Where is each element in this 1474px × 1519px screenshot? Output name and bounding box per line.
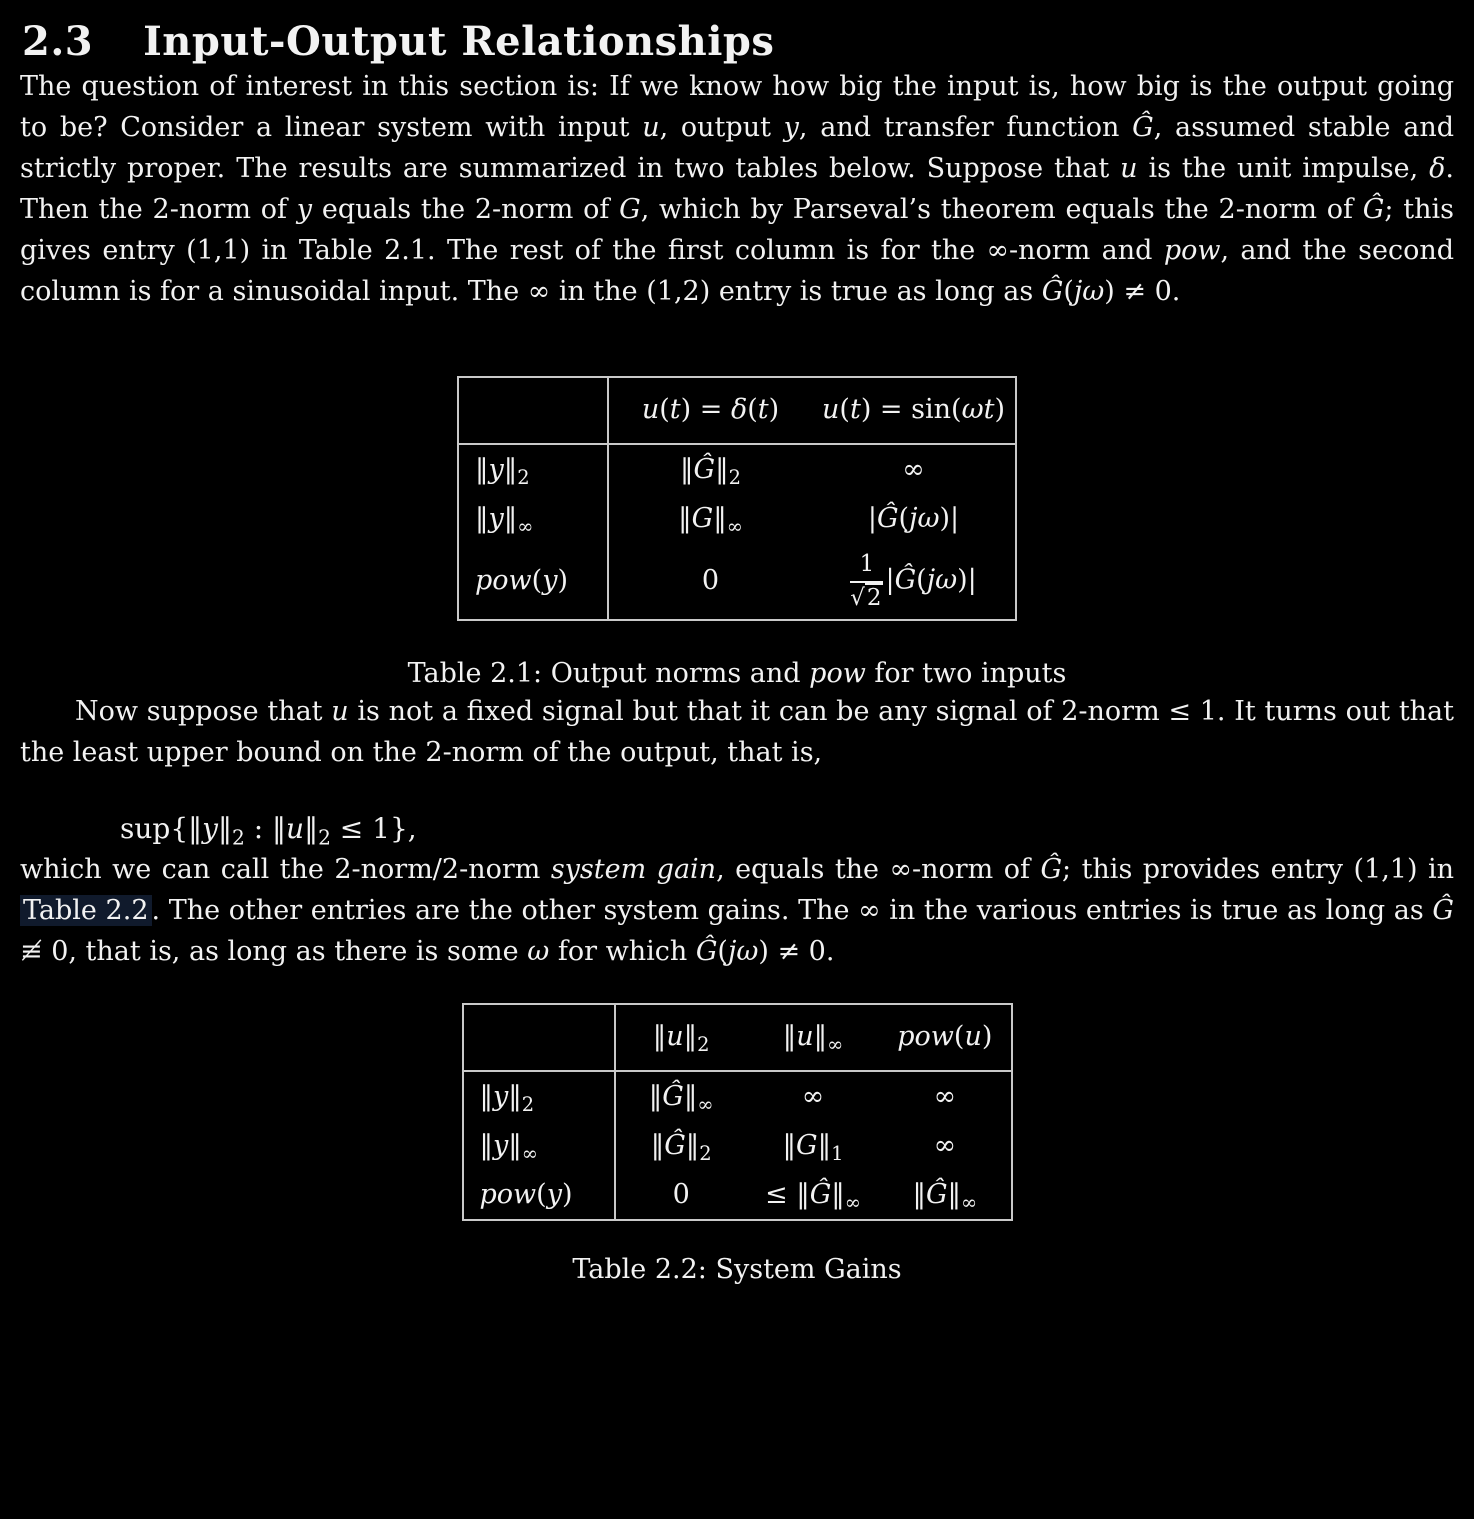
table-row-label: $‖y‖_2$ [458, 444, 608, 494]
table-column-header: $‖u‖_2$ [615, 1004, 747, 1071]
table-cell: 0 [701, 565, 720, 597]
table-row [458, 494, 1016, 543]
table-cell: $‖Ĝ‖_2$ [680, 454, 741, 490]
table-cell: $‖G‖_1$ [782, 1129, 844, 1166]
table-cell: 0 [672, 1178, 690, 1210]
table-row [463, 1121, 1012, 1170]
paragraph-2: Now suppose that u is not a fixed signal but that it can be any signal of 2-norm ≤ 1. It turns out that the least upper bound on the 2-norm of the output, that is, [20, 695, 1455, 768]
table-row-label: $‖y‖_\infty$ [463, 1121, 615, 1170]
table-cell: $‖G‖_\infty$ [678, 503, 743, 539]
table-column-header: u(t) = δ(t) [608, 377, 812, 444]
table-2-1-caption: Table 2.1: Output norms and pow for two inputs [407, 657, 1067, 689]
table-cell: ∞ [801, 1080, 825, 1112]
table-corner-cell [463, 1004, 615, 1071]
table-header-row [458, 377, 1016, 444]
table-2-1-container [20, 376, 1454, 621]
table-row [458, 543, 1016, 620]
table-header-row [463, 1004, 1012, 1071]
table-cell: $\frac{1}{√2}$ |Ĝ(jω)| [850, 551, 977, 611]
table-row [458, 444, 1016, 494]
table-cell: $‖Ĝ‖_\infty$ [648, 1080, 714, 1117]
section-title: Input-Output Relationships [143, 18, 775, 65]
table-2-2-container [20, 1003, 1454, 1221]
table-column-header: $‖u‖_\infty$ [747, 1004, 879, 1071]
table-cell: |Ĝ(jω)| [867, 503, 960, 534]
table-corner-cell [458, 377, 608, 444]
table-column-header: pow(u) [879, 1004, 1011, 1071]
table-cell: ∞ [933, 1080, 957, 1112]
section-heading [22, 18, 1454, 66]
table-row-label: $‖y‖_\infty$ [458, 494, 608, 543]
paragraph-3: which we can call the 2-norm/2-norm system gain, equals the ∞-norm of Ĝ; this provides entry (1,1) in Table 2.2 . The other entries are the other system gains. The ∞ in the various entries is true as long as Ĝ ≢ 0, that is, as long as there is some ω for which Ĝ(jω) ≠ 0. [20, 853, 1454, 967]
table-2-2 [462, 1003, 1013, 1221]
table-cell: $‖Ĝ‖_\infty$ [912, 1178, 978, 1215]
table-cell: ≤ $‖Ĝ‖_\infty$ [764, 1178, 861, 1215]
table-row-label: pow(y) [458, 543, 608, 620]
table-2-1 [457, 376, 1017, 621]
table-row-label: $‖y‖_2$ [463, 1071, 615, 1121]
fraction-one-over-sqrt2: $\frac{1}{√2}$ [850, 551, 882, 611]
table-2-2-link[interactable]: Table 2.2 [20, 895, 152, 926]
paragraph-1: The question of interest in this section is: If we know how big the input is, how big is the output going to be? Consider a linear system with input u, output y, and transfer function Ĝ, assumed stable and strictly proper. The results are summarized in two tables below. Suppose that u is the unit impulse, δ. Then the 2-norm of y equals the 2-norm of G, which by Parseval’s theorem equals the 2-norm of Ĝ; this gives entry (1,1) in Table 2.1. The rest of the first column is for the ∞-norm and pow, and the second column is for a sinusoidal input. The ∞ in the (1,2) entry is true as long as Ĝ(jω) ≠ 0. [20, 71, 1455, 307]
table-cell: $‖Ĝ‖_2$ [650, 1129, 712, 1166]
table-row [463, 1170, 1012, 1220]
table-row-label: pow(y) [463, 1170, 615, 1220]
table-2-2-caption: Table 2.2: System Gains [572, 1253, 902, 1285]
table-cell: ∞ [933, 1129, 957, 1161]
section-number: 2.3 [22, 18, 94, 65]
table-cell: ∞ [902, 454, 925, 485]
table-column-header: u(t) = sin(ωt) [812, 377, 1016, 444]
equation-sup-norm: $sup\{‖y‖_2$ : $‖u‖_2 \le 1$}, [120, 811, 417, 850]
table-row [463, 1071, 1012, 1121]
